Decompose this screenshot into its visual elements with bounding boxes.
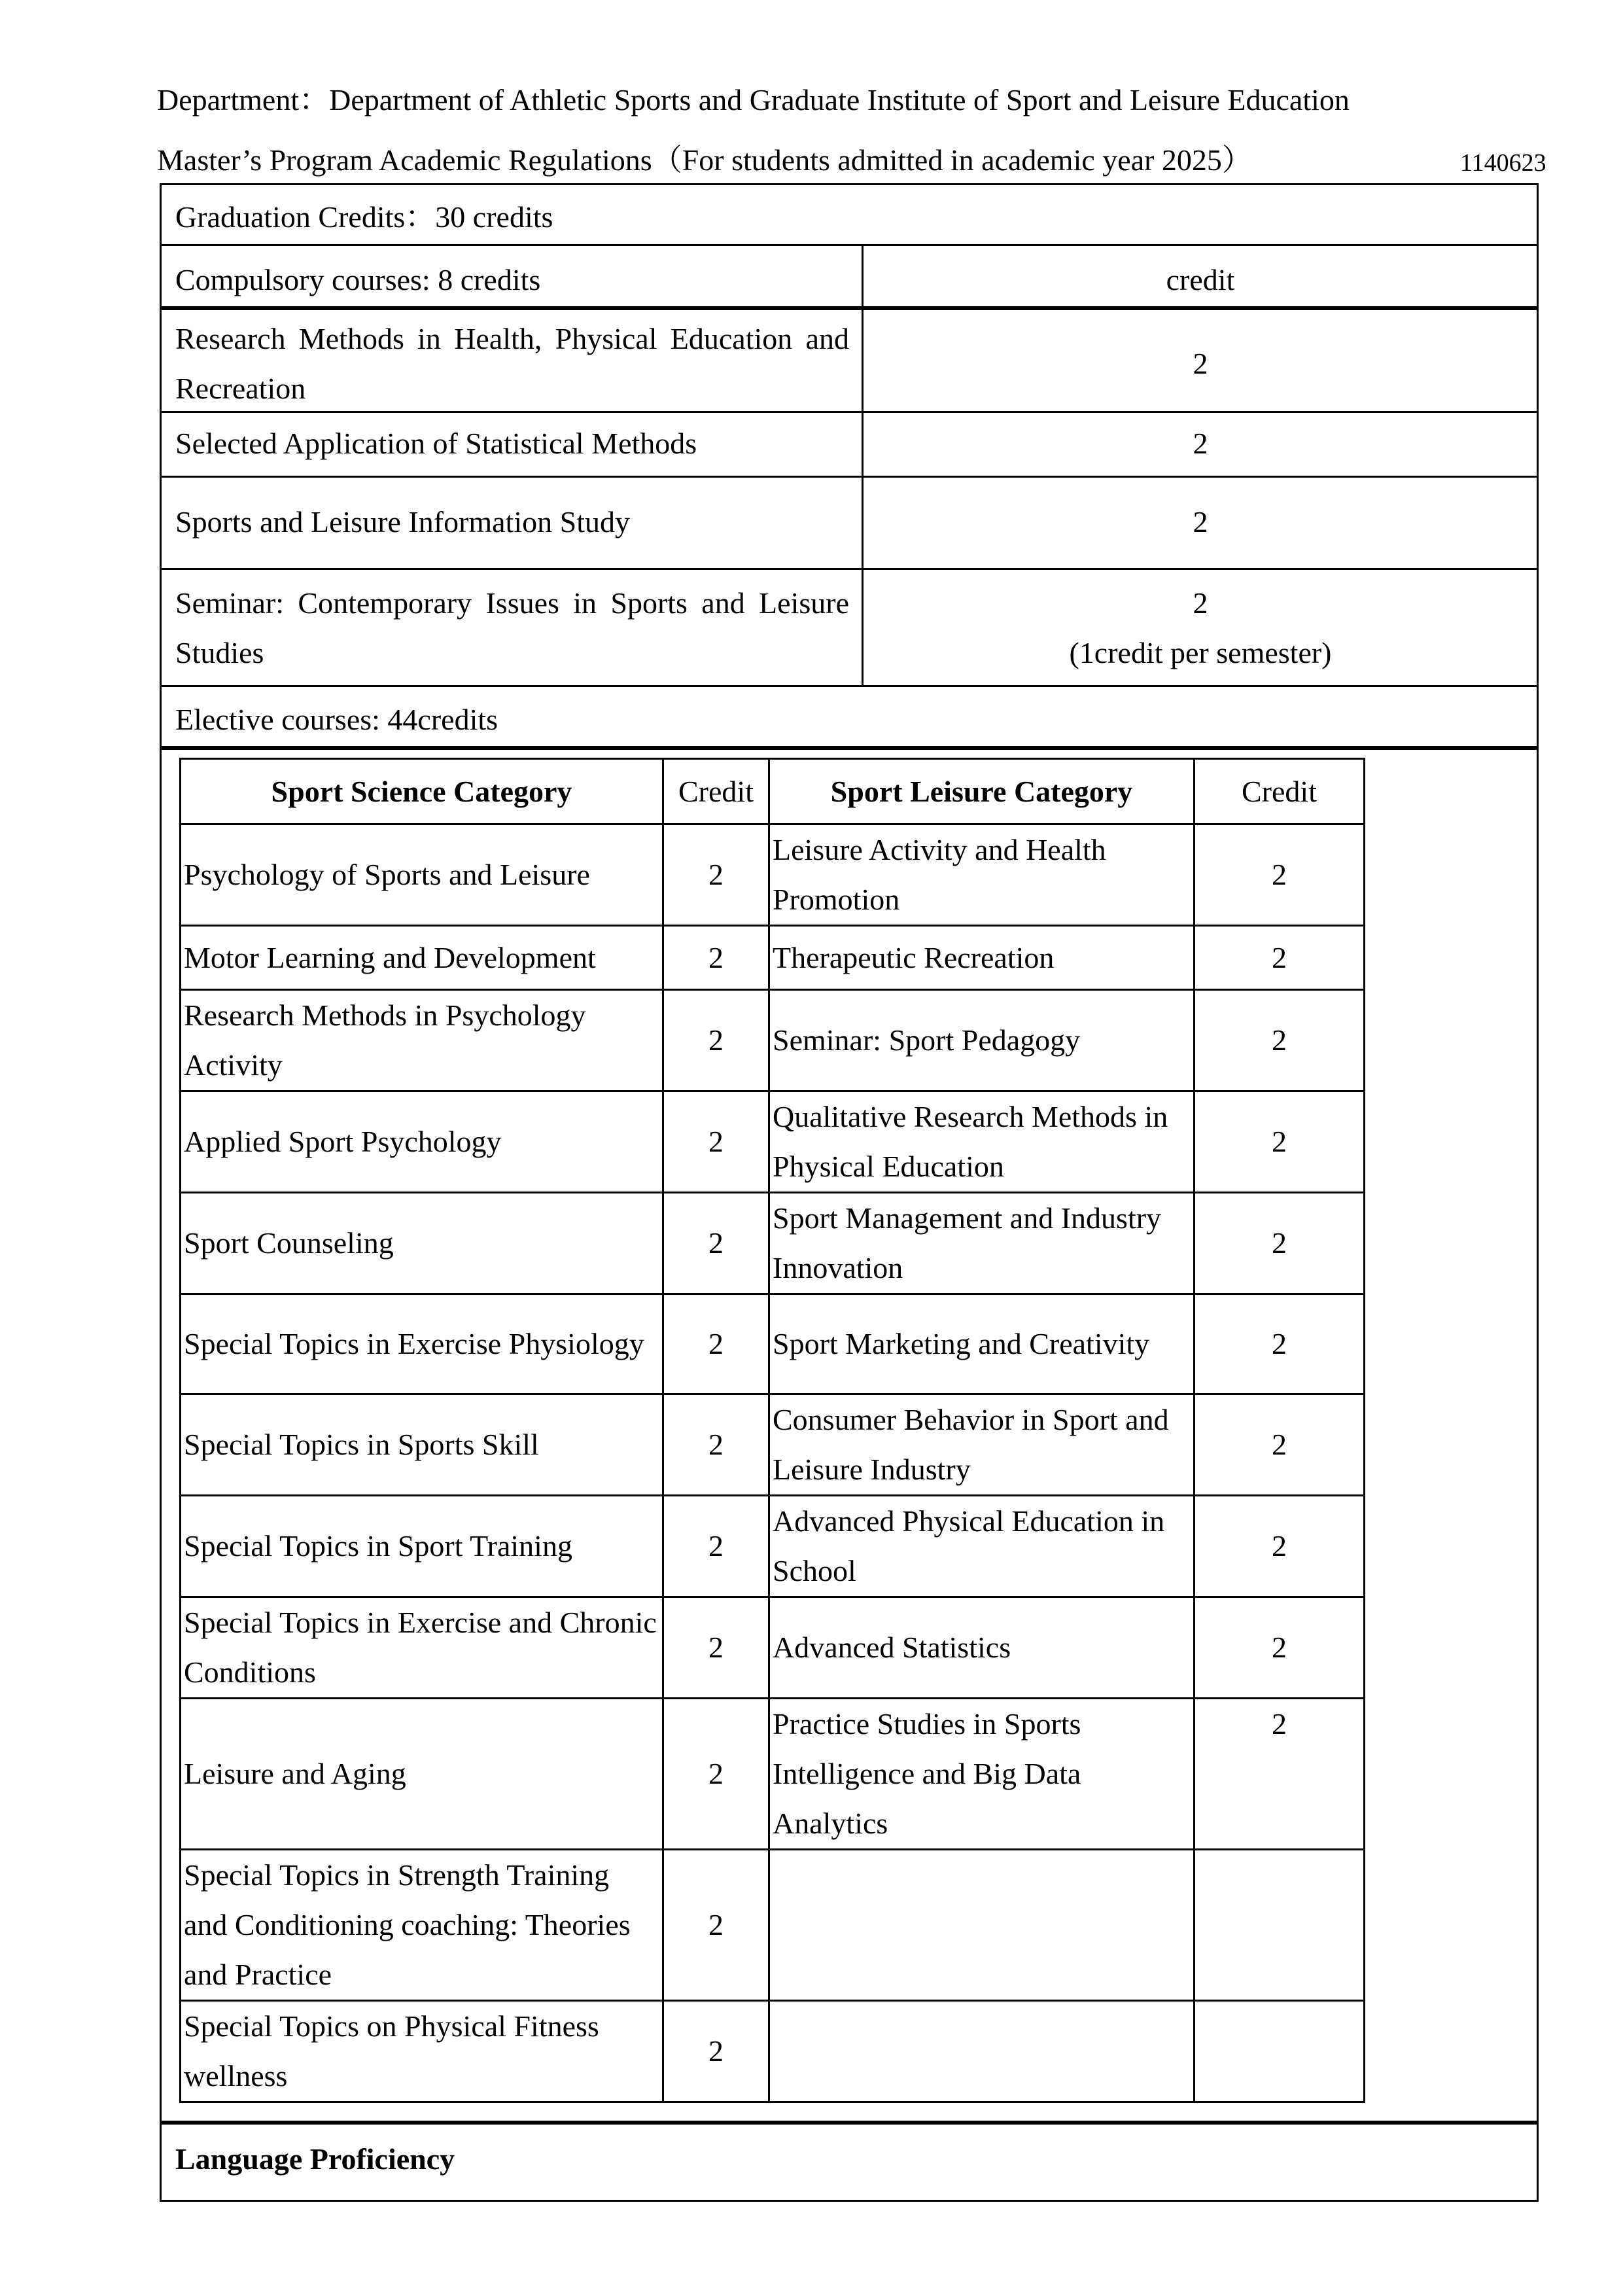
leisure-credit: 2 xyxy=(1195,990,1365,1091)
science-credit-header: Credit xyxy=(663,759,769,824)
table-row xyxy=(181,1699,1365,1850)
document-code: 1140623 xyxy=(1460,149,1546,177)
table-row xyxy=(181,926,1365,990)
leisure-credit: 2 xyxy=(1195,1597,1365,1699)
compulsory-course-credit: 2 xyxy=(1193,505,1208,539)
science-credit: 2 xyxy=(663,1091,769,1193)
table-row xyxy=(181,1193,1365,1294)
leisure-course: Practice Studies in Sports Intelligence and Big Data Analytics xyxy=(769,1699,1195,1850)
science-course: Special Topics in Sports Skill xyxy=(181,1394,663,1496)
science-credit: 2 xyxy=(663,1294,769,1394)
leisure-credit xyxy=(1195,2001,1365,2102)
compulsory-course-name: Seminar: Contemporary Issues in Sports and Leisure Studies xyxy=(175,586,849,669)
leisure-course: Sport Marketing and Creativity xyxy=(769,1294,1195,1394)
table-row xyxy=(181,1091,1365,1193)
elective-header-row xyxy=(181,759,1365,824)
divider xyxy=(160,244,1539,246)
compulsory-course-name: Research Methods in Health, Physical Education and Recreation xyxy=(175,322,849,405)
table-row xyxy=(181,1597,1365,1699)
language-proficiency-label: Language Proficiency xyxy=(175,2142,455,2176)
table-row xyxy=(181,1394,1365,1496)
divider xyxy=(160,2121,1539,2125)
leisure-course: Qualitative Research Methods in Physical Education xyxy=(769,1091,1195,1193)
department-title: Department：Department of Athletic Sports and Graduate Institute of Sport and Leisure Education xyxy=(157,83,1350,116)
leisure-course: Advanced Physical Education in School xyxy=(769,1496,1195,1597)
regulations-title: Master’s Program Academic Regulations（For students admitted in academic year 2025） xyxy=(157,143,1252,177)
leisure-course: Advanced Statistics xyxy=(769,1597,1195,1699)
science-course: Special Topics in Sport Training xyxy=(181,1496,663,1597)
table-row xyxy=(181,990,1365,1091)
leisure-course xyxy=(769,2001,1195,2102)
leisure-course: Consumer Behavior in Sport and Leisure Industry xyxy=(769,1394,1195,1496)
leisure-course xyxy=(769,1850,1195,2001)
science-course: Special Topics in Exercise and Chronic Conditions xyxy=(181,1597,663,1699)
science-credit: 2 xyxy=(663,2001,769,2102)
leisure-credit: 2 xyxy=(1195,1294,1365,1394)
science-course: Leisure and Aging xyxy=(181,1699,663,1850)
leisure-credit: 2 xyxy=(1195,824,1365,926)
compulsory-course-credit: 2 xyxy=(1193,427,1208,460)
leisure-course: Seminar: Sport Pedagogy xyxy=(769,990,1195,1091)
science-course: Special Topics on Physical Fitness wellness xyxy=(181,2001,663,2102)
table-row xyxy=(181,2001,1365,2102)
leisure-credit: 2 xyxy=(1195,1193,1365,1294)
table-row xyxy=(181,1496,1365,1597)
divider xyxy=(160,306,1539,310)
sport-leisure-category-header: Sport Leisure Category xyxy=(769,759,1195,824)
science-course: Motor Learning and Development xyxy=(181,926,663,990)
compulsory-course-name: Sports and Leisure Information Study xyxy=(175,505,631,539)
compulsory-course-name: Selected Application of Statistical Methods xyxy=(175,427,697,460)
leisure-credit xyxy=(1195,1850,1365,2001)
science-course: Sport Counseling xyxy=(181,1193,663,1294)
leisure-credit: 2 xyxy=(1195,1496,1365,1597)
compulsory-course-credit: 2 xyxy=(1193,347,1208,380)
science-credit: 2 xyxy=(663,824,769,926)
leisure-course: Leisure Activity and Health Promotion xyxy=(769,824,1195,926)
divider xyxy=(160,685,1539,687)
compulsory-course-credit: 2 xyxy=(1193,586,1208,620)
divider xyxy=(160,476,1539,478)
divider xyxy=(160,746,1539,750)
table-row xyxy=(181,1850,1365,2001)
science-credit: 2 xyxy=(663,990,769,1091)
leisure-course: Sport Management and Industry Innovation xyxy=(769,1193,1195,1294)
table-row xyxy=(181,824,1365,926)
science-credit: 2 xyxy=(663,1699,769,1850)
science-credit: 2 xyxy=(663,1394,769,1496)
leisure-credit-header: Credit xyxy=(1195,759,1365,824)
science-course: Special Topics in Strength Training and Conditioning coaching: Theories and Practice xyxy=(181,1850,663,2001)
leisure-credit: 2 xyxy=(1195,1394,1365,1496)
leisure-course: Therapeutic Recreation xyxy=(769,926,1195,990)
science-course: Special Topics in Exercise Physiology xyxy=(181,1294,663,1394)
divider xyxy=(160,568,1539,570)
science-credit: 2 xyxy=(663,1193,769,1294)
compulsory-course-note: (1credit per semester) xyxy=(1069,636,1332,669)
science-credit: 2 xyxy=(663,1850,769,2001)
leisure-credit: 2 xyxy=(1195,1699,1365,1850)
science-course: Applied Sport Psychology xyxy=(181,1091,663,1193)
graduation-credits: Graduation Credits：30 credits xyxy=(175,200,553,234)
science-course: Research Methods in Psychology Activity xyxy=(181,990,663,1091)
table-row xyxy=(181,1294,1365,1394)
compulsory-courses-label: Compulsory courses: 8 credits xyxy=(175,263,541,296)
compulsory-credit-header: credit xyxy=(1166,263,1235,296)
leisure-credit: 2 xyxy=(1195,1091,1365,1193)
sport-science-category-header: Sport Science Category xyxy=(181,759,663,824)
elective-courses-table xyxy=(179,758,1365,2103)
science-course: Psychology of Sports and Leisure xyxy=(181,824,663,926)
leisure-credit: 2 xyxy=(1195,926,1365,990)
science-credit: 2 xyxy=(663,1597,769,1699)
science-credit: 2 xyxy=(663,1496,769,1597)
science-credit: 2 xyxy=(663,926,769,990)
elective-courses-label: Elective courses: 44credits xyxy=(175,703,498,736)
